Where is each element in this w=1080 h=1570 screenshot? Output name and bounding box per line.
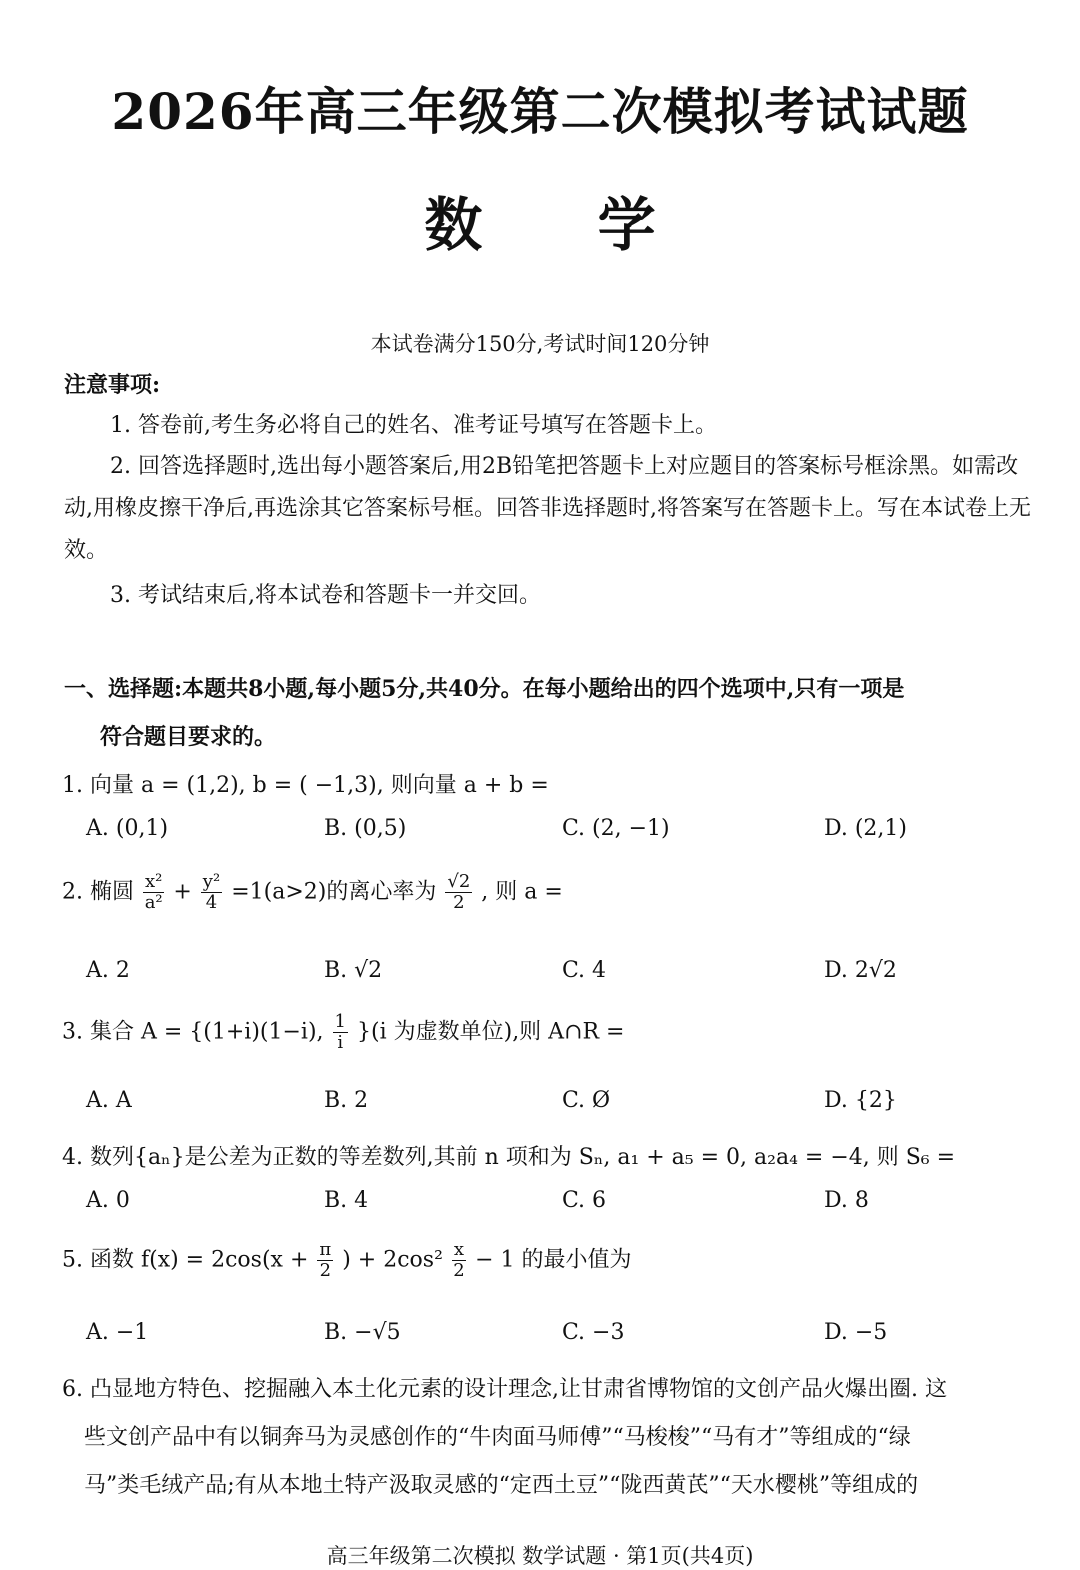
- q5-option-c: C. −3: [562, 1320, 625, 1345]
- q3-option-d: D. {2}: [824, 1088, 897, 1113]
- q5-stem-c: − 1 的最小值为: [475, 1247, 632, 1273]
- section-heading-line2: 符合题目要求的。: [100, 724, 277, 750]
- q2-fraction-x-num: x²: [144, 871, 163, 892]
- q2-option-c: C. 4: [562, 958, 607, 983]
- subject-title: 数 学: [424, 191, 656, 259]
- notice-item-2: 2. 回答选择题时,选出每小题答案后,用2B铅笔把答题卡上对应题目的答案标号框涂黑。如需改动,用橡皮擦干净后,再选涂其它答案标号框。回答非选择题时,将答案写在答题卡上。写在本试卷上无效。: [64, 454, 1031, 563]
- notice-heading: 注意事项:: [64, 372, 161, 398]
- q4-option-b: B. 4: [324, 1188, 369, 1213]
- exam-meta: 本试卷满分150分,考试时间120分钟: [370, 332, 710, 356]
- q1-option-a: A. (0,1): [86, 816, 169, 841]
- q5-fraction-pi: [317, 1240, 333, 1281]
- q3-fraction-num: 1: [334, 1011, 346, 1032]
- q3-stem-b: }(i 为虚数单位),则 A∩R =: [357, 1019, 625, 1045]
- q3-option-a: A. A: [86, 1088, 132, 1113]
- q4-option-a: A. 0: [86, 1188, 130, 1213]
- question-2-stem: [62, 872, 563, 913]
- q2-option-b: B. √2: [324, 958, 383, 983]
- q2-fraction-e-num: √2: [447, 871, 471, 892]
- question-6-line2: 些文创产品中有以铜奔马为灵感创作的“牛肉面马师傅”“马梭梭”“马有才”等组成的“绿: [84, 1425, 911, 1450]
- q2-option-a: A. 2: [86, 958, 130, 983]
- q1-option-d: D. (2,1): [824, 816, 907, 841]
- q2-stem-b: +: [173, 879, 192, 905]
- notice-item-1: 1. 答卷前,考生务必将自己的姓名、准考证号填写在答题卡上。: [110, 413, 717, 438]
- q2-stem-a: 2. 椭圆: [62, 879, 134, 905]
- q5-option-d: D. −5: [824, 1320, 888, 1345]
- q3-option-b: B. 2: [324, 1088, 369, 1113]
- q2-option-d: D. 2√2: [824, 958, 897, 983]
- q2-stem-d: , 则 a =: [481, 879, 563, 905]
- section-heading-line1: 一、选择题:本题共8小题,每小题5分,共40分。在每小题给出的四个选项中,只有一项是: [64, 676, 905, 702]
- q5-fraction-x: [452, 1240, 466, 1281]
- q2-fraction-y-num: y²: [202, 871, 221, 892]
- q5-fraction-pi-num: π: [319, 1239, 332, 1260]
- q4-option-d: D. 8: [824, 1188, 869, 1213]
- q2-fraction-y-den: 4: [205, 892, 218, 913]
- question-6-line1: 6. 凸显地方特色、挖掘融入本土化元素的设计理念,让甘肃省博物馆的文创产品火爆出圈. 这: [62, 1377, 947, 1402]
- question-5-stem: [62, 1240, 632, 1281]
- q3-stem-a: 3. 集合 A = {(1+i)(1−i),: [62, 1019, 324, 1045]
- q3-option-c: C. Ø: [562, 1088, 611, 1113]
- exam-title: 2026年高三年级第二次模拟考试试题: [111, 82, 969, 141]
- q3-fraction: [333, 1012, 348, 1053]
- q2-fraction-y: [201, 872, 222, 913]
- q5-option-a: A. −1: [86, 1320, 149, 1345]
- page-footer: 高三年级第二次模拟 数学试题 · 第1页(共4页): [326, 1544, 754, 1568]
- q2-fraction-e: [445, 872, 472, 913]
- q1-option-b: B. (0,5): [324, 816, 407, 841]
- q5-fraction-pi-den: 2: [319, 1260, 332, 1281]
- question-1-stem: 1. 向量 a = (1,2), b = ( −1,3), 则向量 a + b =: [62, 773, 549, 798]
- q4-option-c: C. 6: [562, 1188, 607, 1213]
- q1-option-c: C. (2, −1): [562, 816, 670, 841]
- q5-option-b: B. −√5: [324, 1320, 401, 1345]
- q2-stem-c: =1(a>2)的离心率为: [231, 879, 437, 905]
- q5-fraction-x-num: x: [453, 1239, 465, 1260]
- q2-fraction-e-den: 2: [453, 892, 465, 913]
- q5-stem-a: 5. 函数 f(x) = 2cos(x +: [62, 1247, 309, 1273]
- notice-item-3: 3. 考试结束后,将本试卷和答题卡一并交回。: [110, 583, 541, 608]
- q2-fraction-x: [143, 872, 164, 913]
- q3-fraction-den: i: [337, 1032, 344, 1053]
- question-4-stem: 4. 数列{aₙ}是公差为正数的等差数列,其前 n 项和为 Sₙ, a₁ + a₅ = 0, a₂a₄ = −4, 则 S₆ =: [62, 1145, 956, 1170]
- q5-stem-b: ) + 2cos²: [342, 1247, 443, 1273]
- q5-fraction-x-den: 2: [453, 1260, 465, 1281]
- question-6-line3: 马”类毛绒产品;有从本地土特产汲取灵感的“定西土豆”“陇西黄芪”“天水樱桃”等组成的: [84, 1473, 919, 1498]
- question-3-stem: [62, 1012, 625, 1053]
- q2-fraction-x-den: a²: [144, 892, 163, 913]
